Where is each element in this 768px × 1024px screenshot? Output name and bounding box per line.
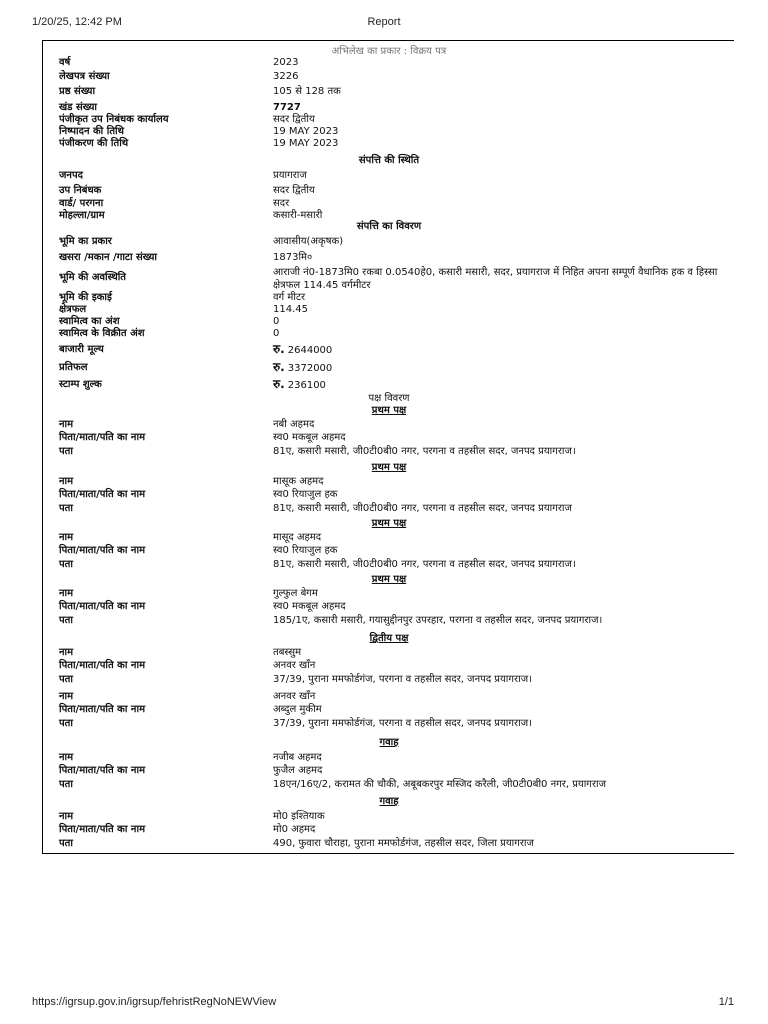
party-relation: स्व0 रियाजुल हक bbox=[273, 545, 338, 556]
party-name: मासूद अहमद bbox=[273, 532, 322, 543]
deed-no-label: लेखपत्र संख्या bbox=[59, 71, 110, 82]
unit-value: वर्ग मीटर bbox=[273, 292, 306, 303]
witness-heading: गवाह bbox=[379, 737, 399, 748]
witness-name: मो0 इश्तियाक bbox=[273, 811, 325, 822]
year-value: 2023 bbox=[273, 57, 299, 68]
sub-registrar-label: उप निबंधक bbox=[59, 185, 102, 196]
party-address: 185/1ए, कसारी मसारी, गयासुद्दीनपुर उपरहार, परगना व तहसील सदर, जनपद प्रयागराज। bbox=[273, 615, 603, 626]
market-value-label: बाजारी मूल्य bbox=[59, 344, 104, 355]
name-label: नाम bbox=[59, 588, 74, 599]
witness-name: नजीब अहमद bbox=[273, 752, 322, 763]
consideration-number: 3372000 bbox=[287, 363, 333, 374]
address-label: पता bbox=[59, 503, 73, 514]
district-value: प्रयागराज bbox=[273, 170, 307, 181]
stamp-duty-number: 236100 bbox=[287, 380, 326, 391]
volume-no-value: 7727 bbox=[273, 102, 301, 113]
party-name: नबी अहमद bbox=[273, 419, 315, 430]
second-party-heading: द्वितीय पक्ष bbox=[369, 633, 409, 644]
party-name: अनवर खाँन bbox=[273, 691, 316, 702]
party-address: 81ए, कसारी मसारी, जी0टी0बी0 नगर, परगना व तहसील सदर, जनपद प्रयागराज। bbox=[273, 446, 576, 457]
party-name: मासूक अहमद bbox=[273, 476, 324, 487]
sold-share-label: स्वामित्व के विक्रीत अंश bbox=[59, 328, 145, 339]
relation-label: पिता/माता/पति का नाम bbox=[59, 704, 146, 715]
witness-address: 18एन/16ए/2, करामत की चौकी, अबूबकरपुर मस्जिद करैली, जी0टी0बी0 नगर, प्रयागराज bbox=[273, 779, 607, 790]
print-datetime: 1/20/25, 12:42 PM bbox=[32, 16, 122, 28]
page-url: https://igrsup.gov.in/igrsup/fehristRegNoNEWView bbox=[32, 996, 277, 1008]
village-value: कसारी-मसारी bbox=[273, 210, 323, 221]
relation-label: पिता/माता/पति का नाम bbox=[59, 824, 146, 835]
stamp-duty-amount bbox=[273, 378, 326, 392]
currency-symbol: रु. bbox=[273, 377, 285, 391]
currency-symbol: रु. bbox=[273, 342, 285, 356]
witness-relation: मो0 अहमद bbox=[273, 824, 316, 835]
consideration-amount bbox=[273, 361, 332, 375]
first-party-heading: प्रथम पक्ष bbox=[371, 405, 407, 416]
name-label: नाम bbox=[59, 532, 74, 543]
address-label: पता bbox=[59, 718, 73, 729]
relation-label: पिता/माता/पति का नाम bbox=[59, 432, 146, 443]
market-value-number: 2644000 bbox=[287, 345, 333, 356]
village-label: मोहल्ला/ग्राम bbox=[59, 210, 105, 221]
registration-date-value: 19 MAY 2023 bbox=[273, 138, 339, 149]
property-location-heading: संपत्ति की स्थिति bbox=[358, 155, 420, 166]
land-location-value: आराजी नं0-1873मि0 रकबा 0.0540हे0, कसारी मसारी, सदर, प्रयागराज में निहित अपना सम्पूर्ण वैधानिक हक व हिस्सा क्षेत्रफल 114.45 वर्गमीटर bbox=[273, 267, 718, 291]
name-label: नाम bbox=[59, 811, 74, 822]
land-type-label: भूमि का प्रकार bbox=[59, 236, 112, 247]
witness-relation: फुजैल अहमद bbox=[273, 765, 323, 776]
volume-no-label: खंड संख्या bbox=[59, 102, 98, 113]
party-relation: अब्दुल मुकीम bbox=[273, 704, 322, 715]
first-party-heading: प्रथम पक्ष bbox=[371, 574, 407, 585]
name-label: नाम bbox=[59, 419, 74, 430]
party-name: गुल्फुल बेगम bbox=[273, 588, 318, 599]
relation-label: पिता/माता/पति का नाम bbox=[59, 601, 146, 612]
unit-label: भूमि की इकाई bbox=[59, 292, 112, 303]
property-details-heading: संपत्ति का विवरण bbox=[356, 221, 422, 232]
address-label: पता bbox=[59, 559, 73, 570]
sold-share-value: 0 bbox=[273, 328, 280, 339]
relation-label: पिता/माता/पति का नाम bbox=[59, 765, 146, 776]
execution-date-label: निष्पादन की तिथि bbox=[59, 126, 124, 137]
address-label: पता bbox=[59, 446, 73, 457]
name-label: नाम bbox=[59, 691, 74, 702]
name-label: नाम bbox=[59, 647, 74, 658]
khasra-label: खसरा /मकान /गाटा संख्या bbox=[59, 252, 158, 263]
page-no-value: 105 से 128 तक bbox=[273, 86, 341, 97]
party-relation: स्व0 मकबूल अहमद bbox=[273, 601, 346, 612]
page-no-label: प्रष्ठ संख्या bbox=[59, 86, 96, 97]
address-label: पता bbox=[59, 674, 73, 685]
party-relation: अनवर खाँन bbox=[273, 660, 316, 671]
consideration-label: प्रतिफल bbox=[59, 362, 88, 373]
execution-date-value: 19 MAY 2023 bbox=[273, 126, 339, 137]
land-location-label: भूमि की अवस्थिति bbox=[59, 272, 126, 283]
party-details-heading: पक्ष विवरण bbox=[368, 393, 410, 404]
document-type: अभिलेख का प्रकार : विक्रय पत्र bbox=[331, 46, 447, 57]
party-address: 37/39, पुराना ममफोर्डगंज, परगना व तहसील सदर, जनपद प्रयागराज। bbox=[273, 718, 532, 729]
party-relation: स्व0 रियाजुल हक bbox=[273, 489, 338, 500]
market-value-amount bbox=[273, 343, 332, 357]
witness-address: 490, फुवारा चौराहा, पुराना ममफोर्डगंज, तहसील सदर, जिला प्रयागराज bbox=[273, 838, 534, 849]
witness-heading: गवाह bbox=[379, 796, 399, 807]
office-label: पंजीकृत उप निबंधक कार्यालय bbox=[59, 114, 169, 125]
page-title: Report bbox=[367, 16, 401, 28]
ward-label: वार्ड/ परगना bbox=[59, 198, 104, 209]
area-label: क्षेत्रफल bbox=[59, 304, 87, 315]
ownership-share-value: 0 bbox=[273, 316, 280, 327]
report-frame bbox=[42, 40, 734, 854]
deed-no-value: 3226 bbox=[273, 71, 299, 82]
year-label: वर्ष bbox=[59, 57, 71, 68]
ward-value: सदर bbox=[273, 198, 290, 209]
address-label: पता bbox=[59, 779, 73, 790]
address-label: पता bbox=[59, 615, 73, 626]
first-party-heading: प्रथम पक्ष bbox=[371, 462, 407, 473]
district-label: जनपद bbox=[59, 170, 83, 181]
khasra-value: 1873मि० bbox=[273, 252, 313, 263]
party-address: 81ए, कसारी मसारी, जी0टी0बी0 नगर, परगना व तहसील सदर, जनपद प्रयागराज bbox=[273, 503, 572, 514]
relation-label: पिता/माता/पति का नाम bbox=[59, 489, 146, 500]
ownership-share-label: स्वामित्व का अंश bbox=[59, 316, 120, 327]
sub-registrar-value: सदर द्वितीय bbox=[273, 185, 315, 196]
relation-label: पिता/माता/पति का नाम bbox=[59, 660, 146, 671]
party-address: 81ए, कसारी मसारी, जी0टी0बी0 नगर, परगना व तहसील सदर, जनपद प्रयागराज। bbox=[273, 559, 576, 570]
name-label: नाम bbox=[59, 752, 74, 763]
currency-symbol: रु. bbox=[273, 360, 285, 374]
office-value: सदर द्वितीय bbox=[273, 114, 315, 125]
registration-date-label: पंजीकरण की तिथि bbox=[59, 138, 129, 149]
party-name: तबस्सुम bbox=[273, 647, 302, 658]
page-count: 1/1 bbox=[718, 996, 734, 1008]
party-address: 37/39, पुराना ममफोर्डगंज, परगना व तहसील सदर, जनपद प्रयागराज। bbox=[273, 674, 532, 685]
address-label: पता bbox=[59, 838, 73, 849]
relation-label: पिता/माता/पति का नाम bbox=[59, 545, 146, 556]
stamp-duty-label: स्टाम्प शुल्क bbox=[59, 379, 102, 390]
name-label: नाम bbox=[59, 476, 74, 487]
first-party-heading: प्रथम पक्ष bbox=[371, 518, 407, 529]
area-value: 114.45 bbox=[273, 304, 308, 315]
party-relation: स्व0 मकबूल अहमद bbox=[273, 432, 346, 443]
land-type-value: आवासीय(अकृषक) bbox=[273, 236, 344, 247]
